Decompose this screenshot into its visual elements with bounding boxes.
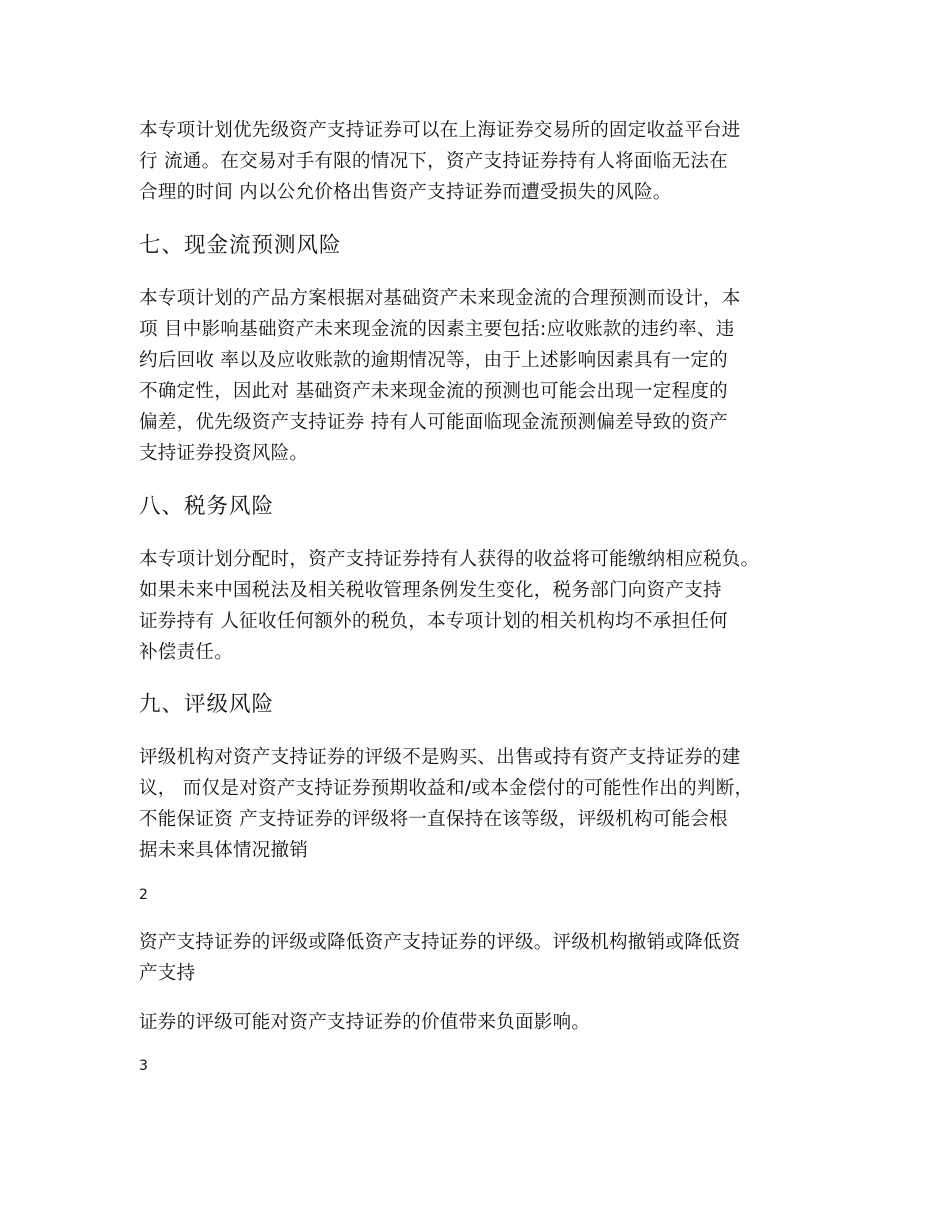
- text-line: 合理的时间 内以公允价格出售资产支持证券而遭受损失的风险。: [139, 182, 672, 203]
- text-line: 资产支持证券的评级或降低资产支持证券的评级。评级机构撤销或降低资: [139, 932, 741, 953]
- text-line: 项 目中影响基础资产未来现金流的因素主要包括:应收账款的违约率、违: [139, 319, 735, 340]
- text-line: 行 流通。在交易对手有限的情况下，资产支持证券持有人将面临无法在: [139, 151, 728, 172]
- section-heading-rating: 九、评级风险: [139, 692, 275, 717]
- text-line: 支持证券投资风险。: [139, 443, 309, 464]
- text-line: 据未来具体情况撤销: [139, 840, 309, 861]
- text-line: 本专项计划优先级资产支持证券可以在上海证券交易所的固定收益平台进: [139, 120, 741, 141]
- text-line: 证券持有 人征收任何额外的税负，本专项计划的相关机构均不承担任何: [139, 611, 728, 632]
- text-line: 本专项计划分配时，资产支持证券持有人获得的收益将可能缴纳相应税负。: [139, 549, 760, 570]
- page-number: 2: [139, 887, 148, 903]
- text-line: 不确定性，因此对 基础资产未来现金流的预测也可能会出现一定程度的: [139, 381, 728, 402]
- text-line: 如果未来中国税法及相关税收管理条例发生变化，税务部门向资产支持: [139, 580, 722, 601]
- text-line: 偏差，优先级资产支持证券 持有人可能面临现金流预测偏差导致的资产: [139, 412, 728, 433]
- page-number: 3: [139, 1058, 148, 1074]
- text-line: 本专项计划的产品方案根据对基础资产未来现金流的合理预测而设计，本: [139, 288, 741, 309]
- section-heading-tax: 八、税务风险: [139, 494, 275, 519]
- section-heading-cashflow: 七、现金流预测风险: [139, 233, 342, 258]
- text-line: 不能保证资 产支持证券的评级将一直保持在该等级，评级机构可能会根: [139, 809, 728, 830]
- text-line: 议， 而仅是对资产支持证券预期收益和/或本金偿付的可能性作出的判断，: [139, 778, 754, 799]
- text-line: 产支持: [139, 963, 196, 984]
- paragraph-rating-impact: 证券的评级可能对资产支持证券的价值带来负面影响。: [139, 1012, 591, 1033]
- text-line: 补偿责任。: [139, 642, 234, 663]
- text-line: 评级机构对资产支持证券的评级不是购买、出售或持有资产支持证券的建: [139, 747, 741, 768]
- text-line: 约后回收 率以及应收账款的逾期情况等，由于上述影响因素具有一定的: [139, 350, 728, 371]
